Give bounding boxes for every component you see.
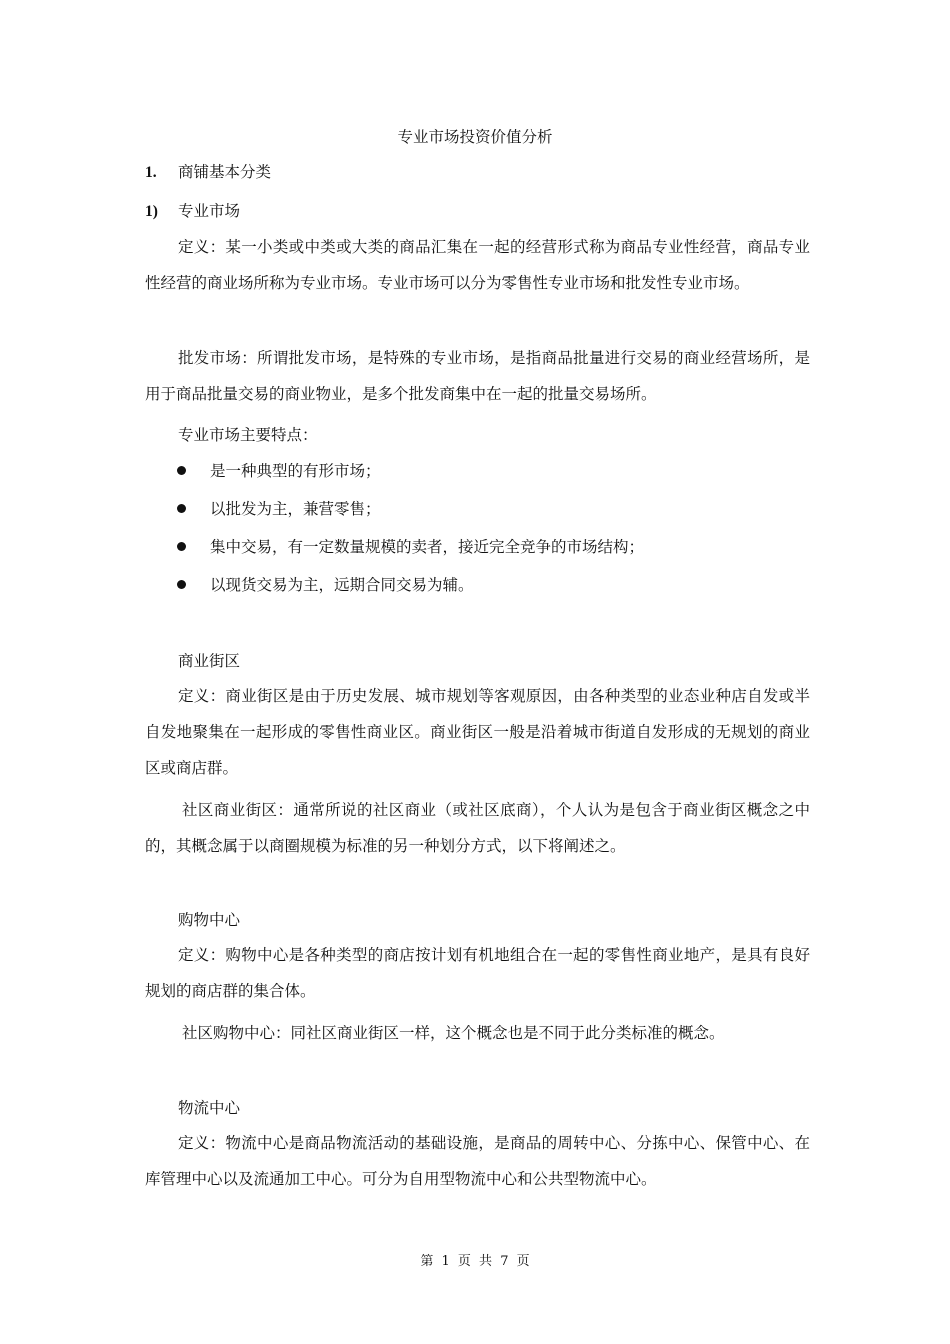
paragraph-definition-mall: 定义：购物中心是各种类型的商店按计划有机地组合在一起的零售性商业地产，是具有良好规划的商店群的集合体。: [145, 946, 810, 1000]
bullet-icon: [177, 580, 186, 589]
section-heading-street: 商业街区: [178, 652, 241, 670]
feature-text: 以现货交易为主，远期合同交易为辅。: [210, 576, 474, 594]
bullet-icon: [177, 504, 186, 513]
page-number-footer: 第 1 页 共 7 页: [420, 1254, 530, 1269]
paragraph-community-street: 社区商业街区：通常所说的社区商业（或社区底商），个人认为是包含于商业街区概念之中的，其概念属于以商圈规模为标准的另一种划分方式，以下将阐述之。: [145, 801, 810, 855]
bullet-icon: [177, 466, 186, 475]
paragraph-definition-logistics: 定义：物流中心是商品物流活动的基础设施，是商品的周转中心、分拣中心、保管中心、在库管理中心以及流通加工中心。可分为自用型物流中心和公共型物流中心。: [145, 1134, 810, 1188]
feature-item-1: [177, 459, 381, 481]
paragraph-definition-street: 定义：商业街区是由于历史发展、城市规划等客观原因，由各种类型的业态业种店自发或半自发地聚集在一起形成的零售性商业区。商业街区一般是沿着城市街道自发形成的无规划的商业区或商店群。: [145, 687, 810, 777]
heading-1: [145, 160, 271, 182]
heading-1-number: 1.: [145, 164, 157, 181]
heading-2-number: 1): [145, 203, 158, 220]
feature-item-3: [177, 535, 644, 557]
feature-text: 集中交易，有一定数量规模的卖者，接近完全竞争的市场结构；: [210, 538, 645, 556]
paragraph-definition-market: 定义：某一小类或中类或大类的商品汇集在一起的经营形式称为商品专业性经营，商品专业性经营的商业场所称为专业市场。专业市场可以分为零售性专业市场和批发性专业市场。: [145, 238, 810, 292]
feature-text: 是一种典型的有形市场；: [210, 462, 381, 480]
paragraph-community-mall: 社区购物中心：同社区商业街区一样，这个概念也是不同于此分类标准的概念。: [182, 1024, 725, 1042]
feature-text: 以批发为主，兼营零售；: [210, 500, 381, 518]
section-heading-mall: 购物中心: [178, 911, 241, 929]
section-heading-logistics: 物流中心: [178, 1099, 241, 1117]
feature-item-4: [177, 573, 474, 595]
paragraph-wholesale-market: 批发市场：所谓批发市场，是特殊的专业市场，是指商品批量进行交易的商业经营场所，是用于商品批量交易的商业物业，是多个批发商集中在一起的批量交易场所。: [145, 349, 810, 403]
bullet-icon: [177, 542, 186, 551]
feature-item-2: [177, 497, 381, 519]
heading-2: [145, 199, 240, 221]
heading-1-text: 商铺基本分类: [178, 163, 272, 181]
heading-2-text: 专业市场: [178, 202, 241, 220]
document-title: 专业市场投资价值分析: [397, 128, 553, 146]
features-heading: 专业市场主要特点：: [178, 426, 318, 444]
